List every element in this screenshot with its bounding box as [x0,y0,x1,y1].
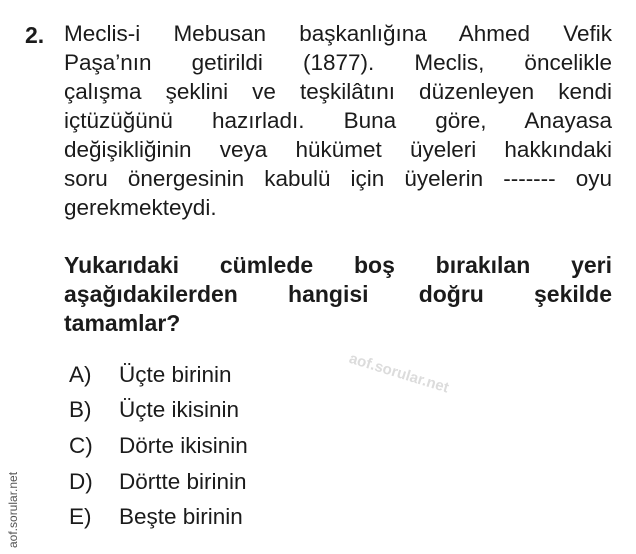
option-letter: A) [69,362,92,387]
prompt-line: tamamlar? [64,310,181,336]
stem-line: Meclis-i Mebusan başkanlığına Ahmed Vefik [64,21,612,46]
stem-line: çalışma şeklini ve teşkilâtını düzenleyen kendi [64,79,612,104]
option-d[interactable] [69,467,247,497]
option-letter: E) [69,504,92,529]
option-text: Dörte ikisinin [119,433,248,458]
watermark-side: aof.sorular.net [6,471,20,548]
stem-line: Paşa’nın getirildi (1877). Meclis, öncelikle [64,50,612,75]
option-e[interactable] [69,502,243,532]
question-number: 2. [25,22,45,48]
option-letter: C) [69,433,93,458]
option-text: Üçte birinin [119,362,232,387]
option-a[interactable] [69,360,232,390]
option-text: Üçte ikisinin [119,397,240,422]
stem-line: içtüzüğünü hazırladı. Buna göre, Anayasa [64,108,612,133]
prompt-line: aşağıdakilerden hangisi doğru şekilde [64,281,612,307]
stem-line: gerekmekteydi. [64,195,217,220]
stem-line: değişikliğinin veya hükümet üyeleri hakkındaki [64,137,612,162]
option-c[interactable] [69,431,248,461]
option-text: Dörtte birinin [119,469,247,494]
option-b[interactable] [69,395,239,425]
option-text: Beşte birinin [119,504,243,529]
option-letter: B) [69,397,92,422]
option-letter: D) [69,469,93,494]
watermark-center: aof.sorular.net [347,350,451,397]
stem-line: soru önergesinin kabulü için üyelerin ------- oyu [64,166,612,191]
prompt-line: Yukarıdaki cümlede boş bırakılan yeri [64,252,612,278]
